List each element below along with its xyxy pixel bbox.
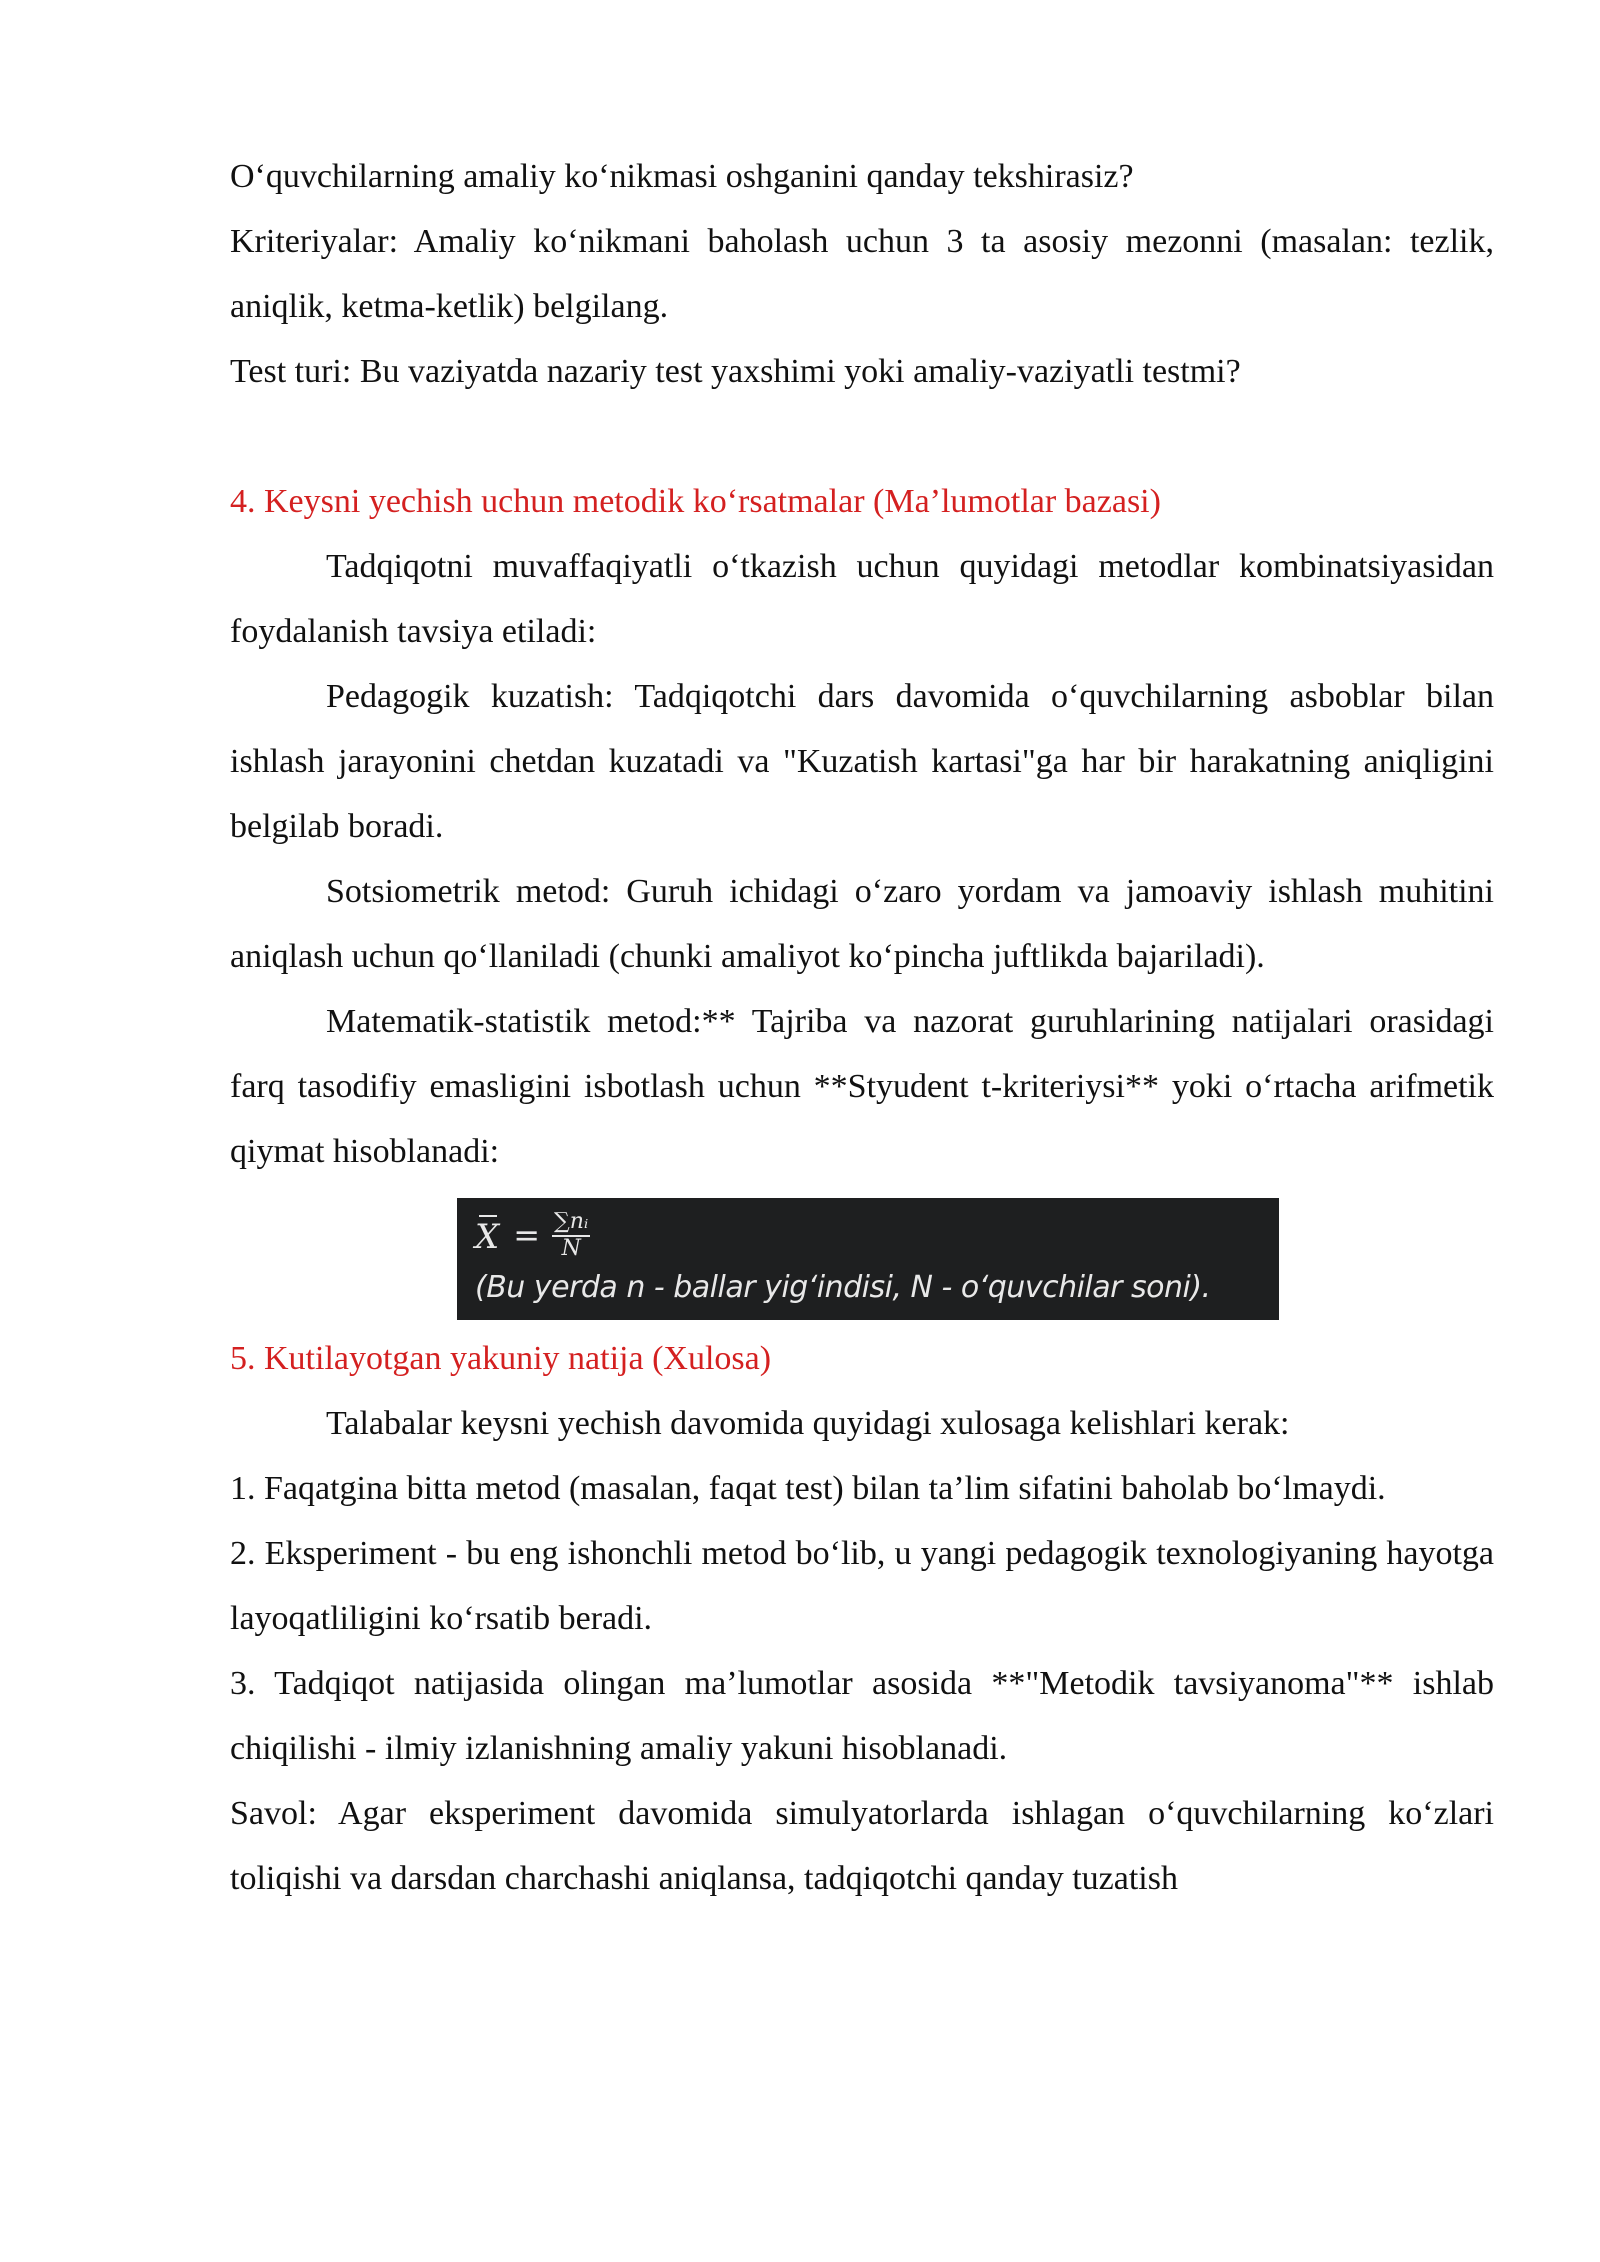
mean-equation (475, 1206, 1265, 1264)
sociometric-paragraph: Sotsiometrik metod: Guruh ichidagi o‘zaro yordam va jamoaviy ishlash muhitini aniqlash uchun qo‘llaniladi (chunki amaliyot ko‘pincha juftlikda bajariladi). (230, 873, 1494, 975)
question-paragraph: Savol: Agar eksperiment davomida simulyatorlarda ishlagan o‘quvchilarning ko‘zlari toliqishi va darsdan charchashi aniqlansa, tadqiqotchi qanday tuzatish (230, 1795, 1494, 1897)
formula-image (457, 1198, 1279, 1320)
observation-paragraph: Pedagogik kuzatish: Tadqiqotchi dars davomida o‘quvchilarning asboblar bilan ishlash jarayonini chetdan kuzatadi va "Kuzatish kartasi"ga har bir harakatning aniqligini belgilab boradi. (230, 678, 1494, 845)
section-5-intro: Talabalar keysni yechish davomida quyidagi xulosaga kelishlari kerak: (326, 1405, 1290, 1442)
list-item: 2. Eksperiment - bu eng ishonchli metod bo‘lib, u yangi pedagogik texnologiyaning hayotga layoqatliligini ko‘rsatib beradi. (230, 1535, 1494, 1637)
formula-note: (Bu yerda n - ballar yig‘indisi, N - o‘quvchilar soni). (475, 1270, 1211, 1305)
formula-container (230, 1198, 1494, 1320)
question-line: O‘quvchilarning amaliy ko‘nikmasi oshganini qanday tekshirasiz? (230, 158, 1134, 195)
blank-line (230, 404, 1494, 469)
criteria-paragraph: Kriteriyalar: Amaliy ko‘nikmani baholash uchun 3 ta asosiy mezonni (masalan: tezlik, aniqlik, ketma-ketlik) belgilang. (230, 223, 1494, 325)
section-5-heading: 5. Kutilayotgan yakuniy natija (Xulosa) (230, 1340, 772, 1377)
mean-symbol: X (475, 1213, 499, 1257)
fraction-denominator: N (561, 1236, 581, 1261)
list-item: 3. Tadqiqot natijasida olingan ma’lumotlar asosida **"Metodik tavsiyanoma"** ishlab chiqilishi - ilmiy izlanishning amaliy yakuni hisoblanadi. (230, 1665, 1494, 1767)
page-content (230, 144, 1494, 1911)
fraction (552, 1209, 590, 1261)
conclusion-list (230, 1456, 1494, 1781)
equals-sign: = (513, 1216, 541, 1254)
section-4-heading: 4. Keysni yechish uchun metodik ko‘rsatmalar (Ma’lumotlar bazasi) (230, 483, 1161, 520)
statistical-paragraph: Matematik-statistik metod:** Tajriba va nazorat guruhlarining natijalari orasidagi farq tasodifiy emasligini isbotlash uchun **Styudent t-kriteriysi** yoki o‘rtacha arifmetik qiymat hisoblanadi: (230, 1003, 1494, 1170)
section-4-intro: Tadqiqotni muvaffaqiyatli o‘tkazish uchun quyidagi metodlar kombinatsiyasidan foydalanish tavsiya etiladi: (230, 548, 1494, 650)
fraction-numerator: ∑nᵢ (552, 1209, 590, 1237)
list-item: 1. Faqatgina bitta metod (masalan, faqat test) bilan ta’lim sifatini baholab bo‘lmaydi. (230, 1470, 1386, 1507)
test-type-paragraph: Test turi: Bu vaziyatda nazariy test yaxshimi yoki amaliy-vaziyatli testmi? (230, 353, 1241, 390)
